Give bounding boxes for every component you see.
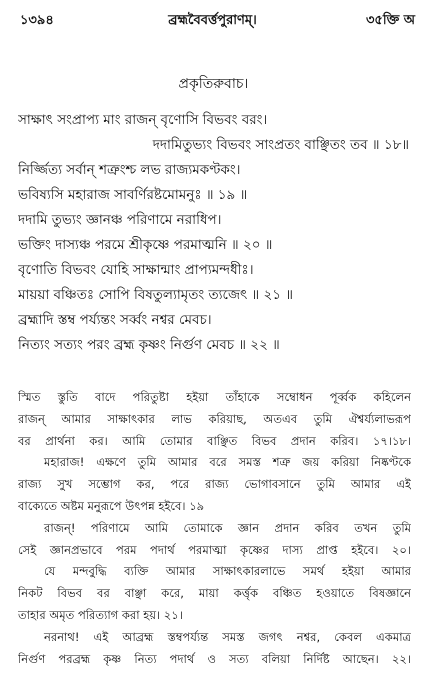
bengali-translation: [18, 387, 411, 670]
page-number: ১৩৯৪: [20, 13, 54, 28]
translation-line: স্মিত স্তুতি বাদে পরিতুষ্টা হইয়া তাঁহাকে সম্বোধন পূর্ব্বক কহিলেন: [18, 390, 411, 404]
verse-line: নির্জ্জিত্য সর্বান্ শত্রুংশ্চ লভ রাজ্যমকণ্টকং।: [18, 162, 241, 178]
translation-line: নিকট বিভব বর বাঞ্ছা করে, মায়া কর্ত্তৃক বঞ্চিত হওয়াতে বিষজ্ঞানে: [18, 586, 411, 601]
verse-line: মায়য়া বঞ্চিতঃ সোপি বিষতুল্যামৃতং ত্যজেৎ ॥ ২১ ॥: [18, 287, 293, 303]
verse-line: নিত্যং সত্যং পরং ব্রহ্ম কৃষ্ণং নির্গুণ মেবচ ॥ ২২ ॥: [18, 337, 280, 353]
verse-line: বৃণোতি বিভবং যোহি সাক্ষান্মাং প্রাপ্যমন্দধীঃ।: [18, 262, 254, 278]
translation-line: তাহার অমৃত পরিত্যাগ করা হয়। ২১।: [18, 607, 183, 622]
verse-line: সাক্ষাৎ সংপ্রাপ্য মাং রাজন্ বৃণোসি বিভবং বরং।: [18, 112, 268, 128]
verse-line: দদামি তুভ্যং জ্ঞানঞ্চ পরিণামে নরাধিপ।: [18, 212, 222, 228]
verse-line: ভক্তিং দাস্যঞ্চ পরমে শ্রীকৃষ্ণে পরমাত্মনি ॥ ২০ ॥: [18, 237, 273, 253]
verse-line: ভবিষ্যসি মহারাজ সাবর্ণিরষ্টমোমনুঃ ॥ ১৯ ॥: [18, 187, 248, 203]
translation-line: নরনাথ! এই আব্রহ্ম স্তম্বপর্য্যন্ত সমস্ত জগৎ নশ্বর, কেবল একমাত্র: [44, 629, 411, 644]
translation-line: মহারাজ! এক্ষণে তুমি আমার বরে সমস্ত শত্রু জয় করিয়া নিষ্কণ্টকে: [44, 455, 411, 470]
translation-line: বাক্যেতে অষ্টম মনুরূপে উৎপন্ন হইবে। ১৯: [18, 498, 205, 513]
translation-line: রাজন্! পরিণামে আমি তোমাকে জ্ঞান প্রদান করিব তখন তুমি: [44, 520, 411, 535]
sanskrit-verses: [18, 72, 409, 358]
running-title: ব্রহ্মবৈবর্ত্তপুরাণম্।: [168, 13, 257, 28]
translation-line: রাজন্ আমার সাক্ষাৎকার লাভ করিয়াছ, অতএব তুমি ঐশ্বর্য্যলাভরূপ: [18, 411, 411, 426]
page-header: [10, 8, 415, 30]
verse-line: ব্রহ্মাদি স্তম্ব পর্য্যন্তং সর্ব্বং নশ্বর মেবচ।: [18, 312, 212, 328]
translation-line: যে মন্দবুদ্ধি ব্যক্তি আমার সাক্ষাৎকারলাভে সমর্থ হইয়া আমার: [44, 564, 411, 579]
speaker-heading: প্রকৃতিরুবাচ।: [178, 76, 249, 92]
section-marker: ৩৫ক্তি অ: [365, 13, 415, 28]
translation-line: রাজ্য সুখ সম্ভোগ কর, পরে রাজ্য ভোগাবসানে তুমি আমার এই: [18, 477, 411, 492]
translation-line: বর প্রার্থনা কর। আমি তোমার বাঞ্ছিত বিভব প্রদান করিব। ১৭।১৮।: [18, 433, 411, 448]
translation-line: সেই জ্ঞানপ্রভাবে পরম পদার্থ পরমাত্মা কৃষ্ণের দাস্য প্রাপ্ত হইবে। ২০।: [18, 542, 411, 557]
verse-line: দদামিতুভ্যং বিভবং সাংপ্রতং বাঞ্ছিতং তব ॥ ১৮॥: [152, 137, 409, 153]
translation-line: নির্গুণ পরব্রহ্ম কৃষ্ণ নিত্য পদার্থ ও সত্য বলিয়া নির্দিষ্ট আছেন। ২২।: [18, 651, 411, 666]
